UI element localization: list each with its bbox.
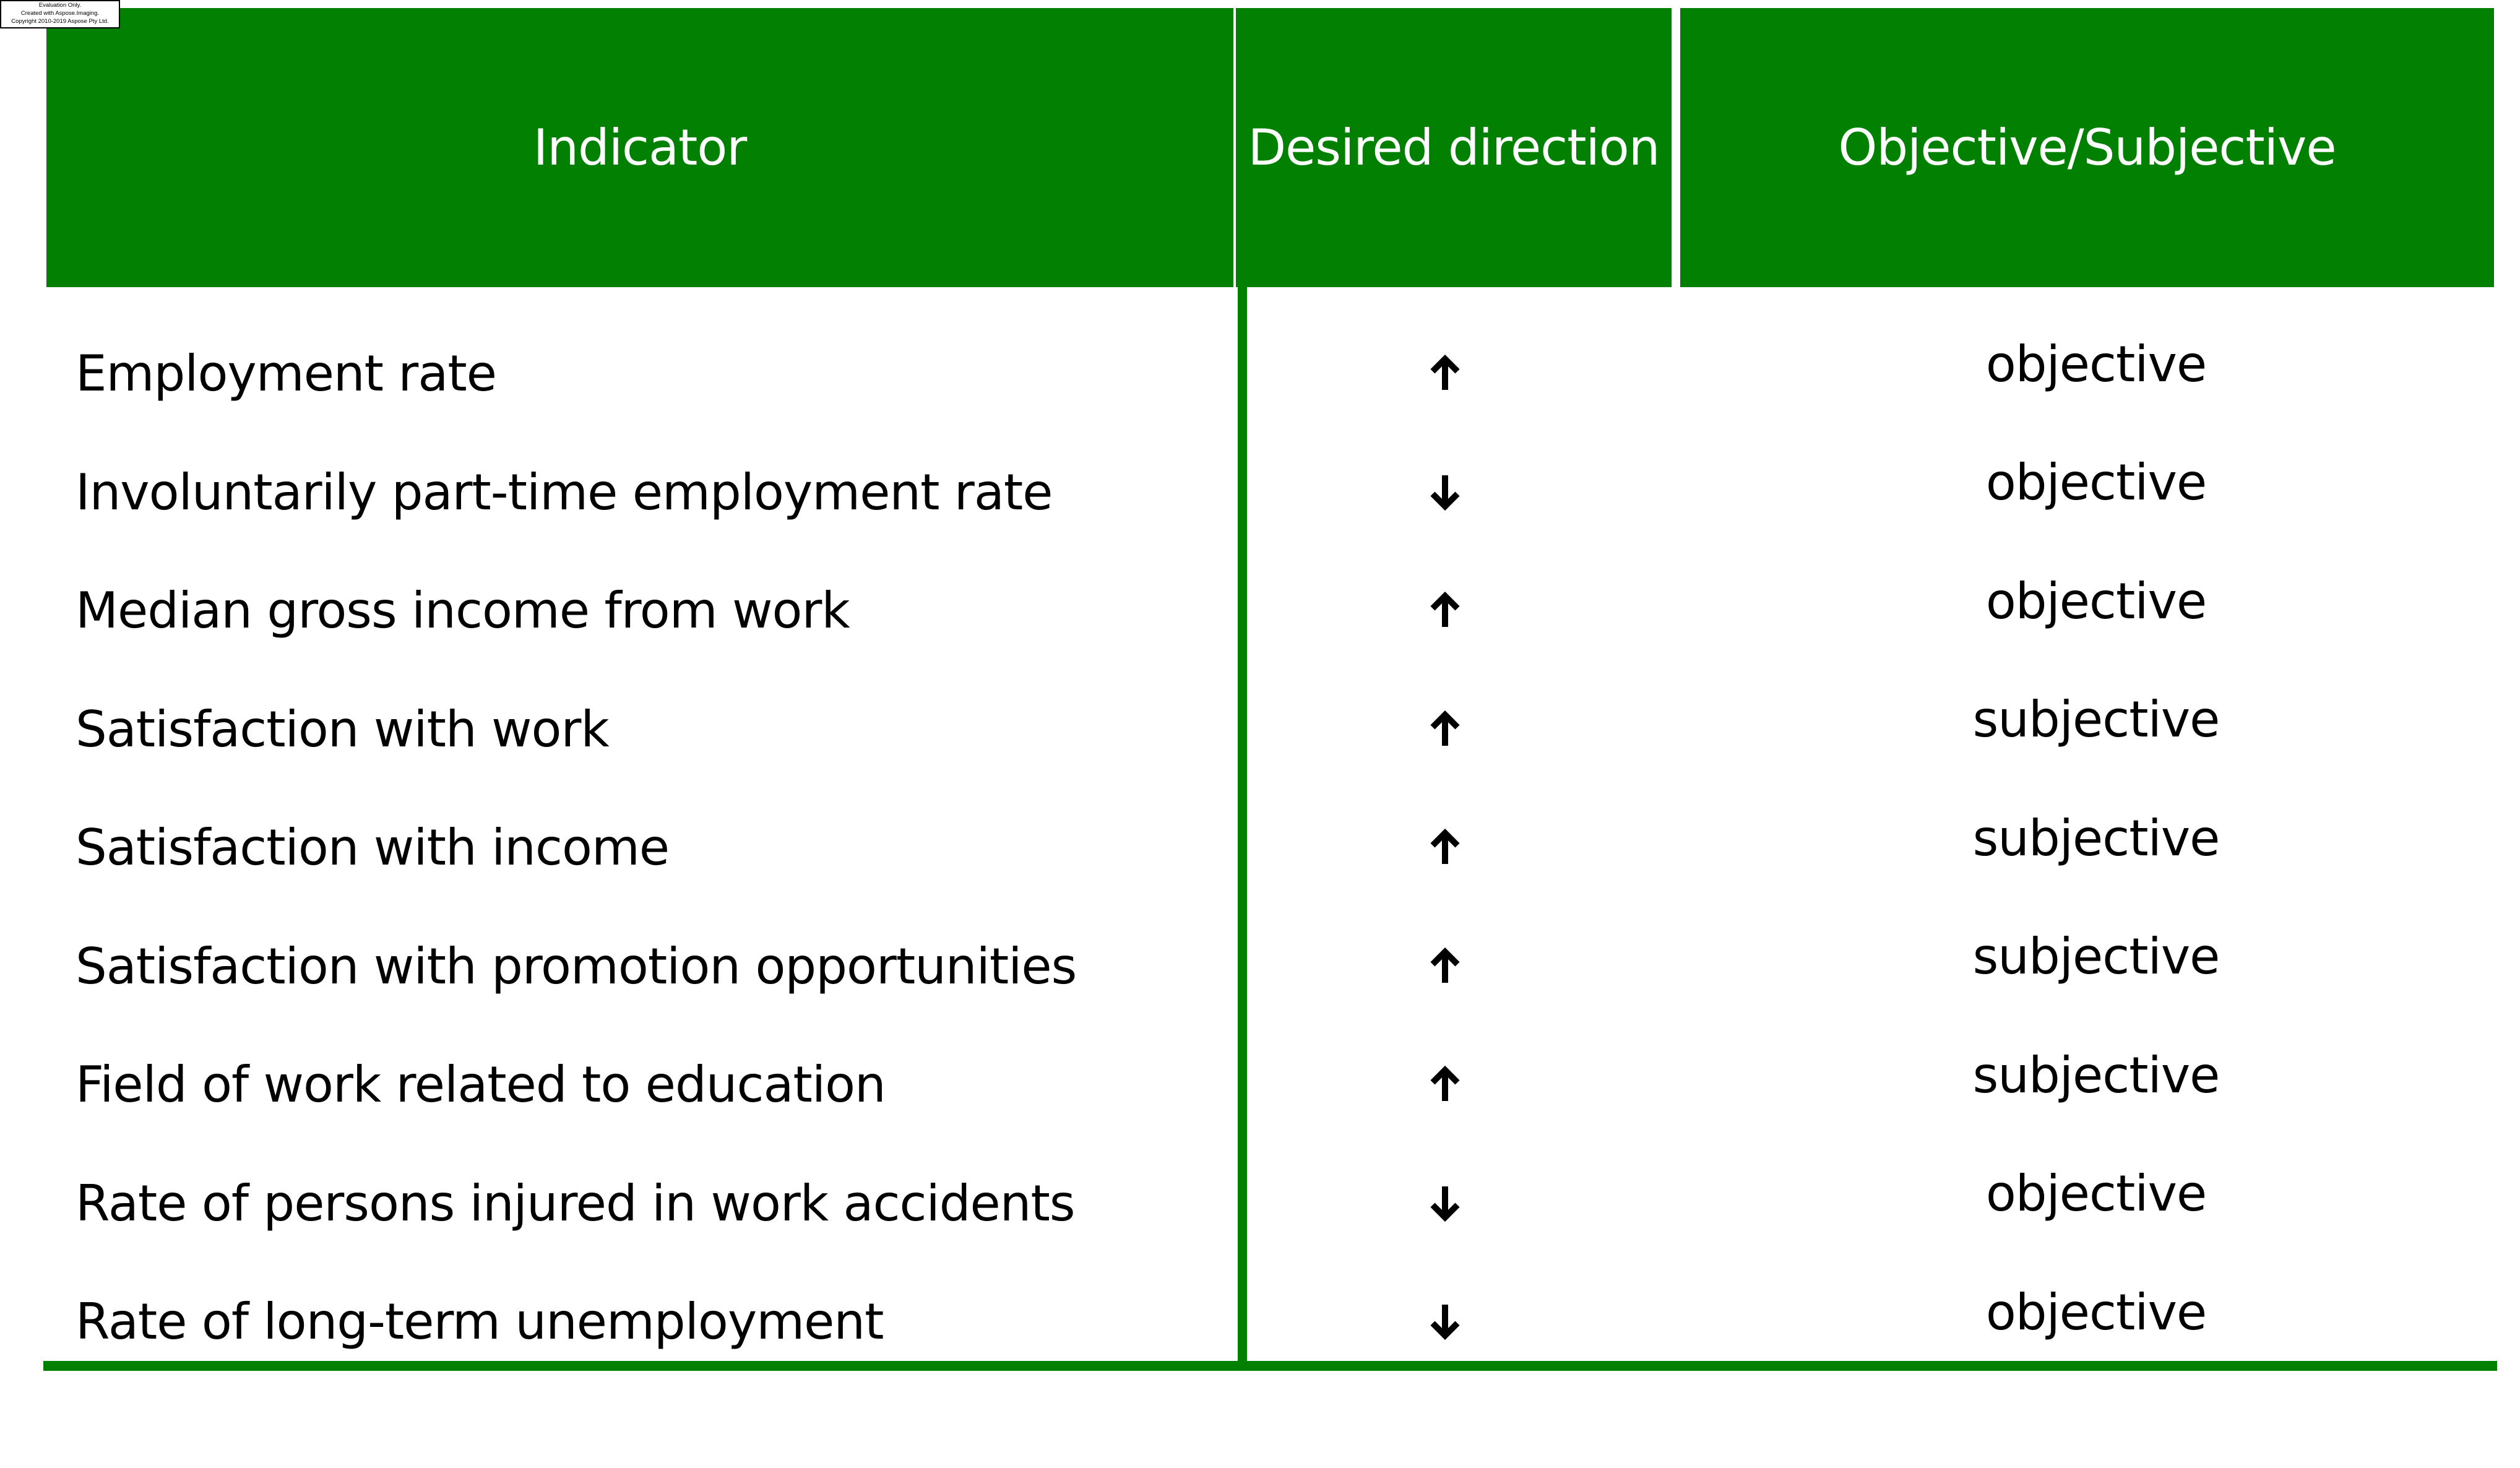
objective-subjective-cell: subjective (1972, 1046, 2220, 1104)
arrow-up-icon (1423, 826, 1467, 869)
arrow-up-icon (1423, 707, 1467, 751)
header-desired-direction: Desired direction (1236, 8, 1672, 287)
table-row (43, 433, 2497, 551)
objective-subjective-cell: subjective (1972, 928, 2220, 985)
indicator-table (43, 8, 2497, 1375)
objective-subjective-cell: objective (1985, 335, 2207, 393)
header-indicator: Indicator (46, 8, 1233, 287)
indicator-cell: Involuntarily part-time employment rate (76, 463, 1053, 521)
objective-subjective-cell: objective (1985, 454, 2207, 511)
table-row (43, 1144, 2497, 1263)
objective-subjective-cell: subjective (1972, 691, 2220, 748)
arrow-up-icon (1423, 944, 1467, 988)
indicator-cell: Rate of persons injured in work accidents (76, 1174, 1075, 1232)
table-row (43, 551, 2497, 670)
indicator-cell: Employment rate (76, 345, 496, 402)
table-row (43, 907, 2497, 1025)
evaluation-watermark (0, 0, 120, 28)
indicator-cell: Satisfaction with work (76, 700, 609, 758)
objective-subjective-cell: subjective (1972, 809, 2220, 867)
table-header-row (46, 8, 2497, 287)
table-row (43, 670, 2497, 788)
indicator-cell: Satisfaction with income (76, 819, 670, 876)
indicator-cell: Satisfaction with promotion opportunities (76, 937, 1077, 995)
header-objective-subjective: Objective/Subjective (1680, 8, 2494, 287)
arrow-down-icon (1423, 1181, 1467, 1225)
arrow-up-icon (1423, 352, 1467, 395)
arrow-up-icon (1423, 1063, 1467, 1106)
objective-subjective-cell: objective (1985, 572, 2207, 630)
watermark-line-1: Evaluation Only. (38, 2, 82, 9)
table-row (43, 1025, 2497, 1144)
indicator-cell: Field of work related to education (76, 1056, 886, 1113)
watermark-line-2: Created with Aspose.Imaging. (20, 10, 100, 17)
table-bottom-rule (43, 1361, 2497, 1371)
arrow-down-icon (1423, 470, 1467, 514)
indicator-cell: Rate of long-term unemployment (76, 1293, 884, 1350)
arrow-up-icon (1423, 589, 1467, 632)
table-row (43, 314, 2497, 433)
objective-subjective-cell: objective (1985, 1165, 2207, 1222)
objective-subjective-cell: objective (1985, 1283, 2207, 1341)
table-row (43, 788, 2497, 907)
arrow-down-icon (1423, 1300, 1467, 1343)
indicator-cell: Median gross income from work (76, 582, 850, 639)
watermark-line-3: Copyright 2010-2019 Aspose Pty Ltd. (11, 18, 109, 25)
